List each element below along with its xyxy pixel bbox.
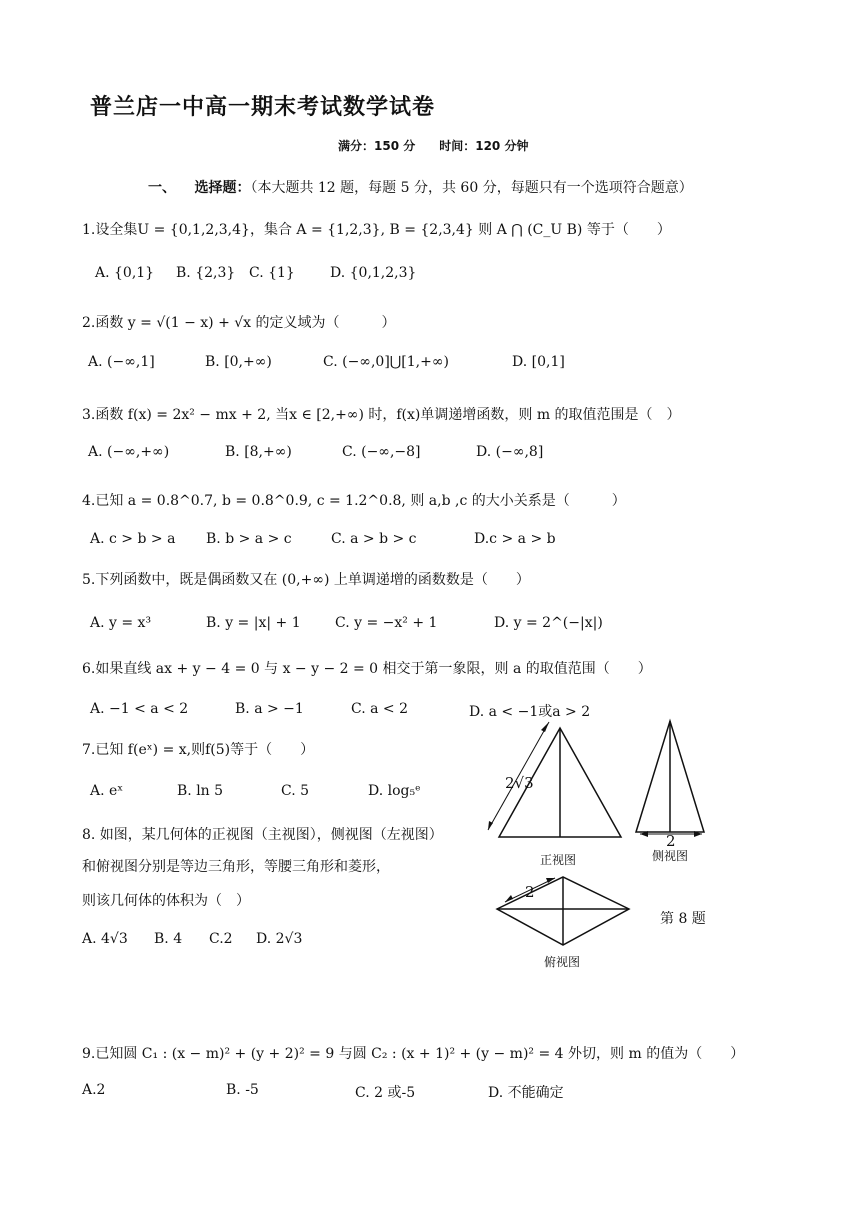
q6-option-d: D. a < −1或a > 2 (469, 704, 591, 720)
section-number: 一、 (148, 180, 176, 196)
page-title: 普兰店一中高一期末考试数学试卷 (90, 95, 436, 120)
side-dimension-label: 2 (666, 832, 676, 850)
q2-option-a: A. (−∞,1] (88, 354, 155, 370)
q5-option-c: C. y = −x² + 1 (335, 615, 438, 631)
question-2: 2.函数 y = √(1 − x) + √x 的定义域为（ ） (82, 315, 396, 331)
top-view-label: 俯视图 (544, 955, 581, 969)
q4-option-c: C. a > b > c (331, 531, 417, 547)
q9-option-b: B. -5 (226, 1082, 259, 1098)
q6-option-a: A. −1 < a < 2 (90, 701, 189, 717)
q7-option-d: D. log₅ᵉ (368, 783, 421, 799)
front-view-label: 正视图 (540, 853, 577, 867)
q2-option-b: B. [0,+∞) (205, 354, 272, 370)
exam-meta: 满分：150 分 时间：120 分钟 (338, 139, 529, 153)
question-5: 5.下列函数中，既是偶函数又在 (0,+∞) 上单调递增的函数数是（ ） (82, 572, 530, 588)
figure-caption: 第 8 题 (660, 911, 706, 927)
front-dimension-label: 2√3 (505, 774, 534, 792)
q6-option-b: B. a > −1 (235, 701, 304, 717)
q4-option-d: D.c > a > b (474, 531, 556, 547)
q5-option-b: B. y = |x| + 1 (206, 615, 301, 631)
q7-option-c: C. 5 (281, 783, 310, 799)
q8-option-d: D. 2√3 (256, 931, 303, 947)
question-7: 7.已知 f(eˣ) = x,则f(5)等于（ ） (82, 742, 315, 758)
q9-option-c: C. 2 或-5 (355, 1085, 416, 1101)
side-view-label: 侧视图 (652, 849, 689, 863)
q7-option-b: B. ln 5 (177, 783, 224, 799)
q2-option-d: D. [0,1] (512, 354, 565, 370)
question-3: 3.函数 f(x) = 2x² − mx + 2, 当x ∈ [2,+∞) 时，f(x)单调递增函数，则 m 的取值范围是（ ） (82, 407, 681, 423)
q8-option-c: C.2 (209, 931, 233, 947)
arrow-head (505, 895, 513, 902)
q5-option-d: D. y = 2^(−|x|) (494, 615, 603, 631)
section-description: （本大题共 12 题，每题 5 分，共 60 分，每题只有一个选项符合题意） (250, 180, 693, 196)
q7-option-a: A. eˣ (90, 783, 124, 799)
arrow-head (541, 722, 549, 732)
q9-option-a: A.2 (82, 1082, 106, 1098)
question-8-line-3: 则该几何体的体积为（ ） (82, 893, 250, 909)
q1-option-d: D. {0,1,2,3} (330, 265, 417, 281)
question-9: 9.已知圆 C₁ : (x − m)² + (y + 2)² = 9 与圆 C₂ : (x + 1)² + (y − m)² = 4 外切，则 m 的值为（ ） (82, 1046, 745, 1062)
q1-option-a: A. {0,1} (95, 265, 155, 281)
q4-option-a: A. c > b > a (90, 531, 176, 547)
q6-option-c: C. a < 2 (351, 701, 408, 717)
question-8-line-2: 和俯视图分别是等边三角形，等腰三角形和菱形， (82, 859, 390, 875)
q1-option-b: B. {2,3} (176, 265, 236, 281)
q3-option-c: C. (−∞,−8] (342, 444, 421, 460)
q4-option-b: B. b > a > c (206, 531, 292, 547)
q2-option-c: C. (−∞,0]⋃[1,+∞) (323, 354, 449, 370)
q9-option-d: D. 不能确定 (488, 1085, 564, 1101)
q3-option-a: A. (−∞,+∞) (88, 444, 170, 460)
top-dimension-label: 2 (525, 883, 535, 901)
question-6: 6.如果直线 ax + y − 4 = 0 与 x − y − 2 = 0 相交于第一象限，则 a 的取值范围（ ） (82, 661, 652, 677)
question-4: 4.已知 a = 0.8^0.7, b = 0.8^0.9, c = 1.2^0.8, 则 a,b ,c 的大小关系是（ ） (82, 493, 626, 509)
section-name: 选择题： (194, 180, 251, 196)
q5-option-a: A. y = x³ (90, 615, 152, 631)
q8-option-b: B. 4 (154, 931, 183, 947)
q3-option-b: B. [8,+∞) (225, 444, 292, 460)
q8-option-a: A. 4√3 (82, 931, 128, 947)
q1-option-c: C. {1} (249, 265, 295, 281)
question-1: 1.设全集U = {0,1,2,3,4}，集合 A = {1,2,3}, B = {2,3,4} 则 A ⋂ (C_U B) 等于（ ） (82, 222, 671, 238)
question-8-line-1: 8. 如图，某几何体的正视图（主视图），侧视图（左视图） (82, 827, 443, 843)
q3-option-d: D. (−∞,8] (476, 444, 544, 460)
